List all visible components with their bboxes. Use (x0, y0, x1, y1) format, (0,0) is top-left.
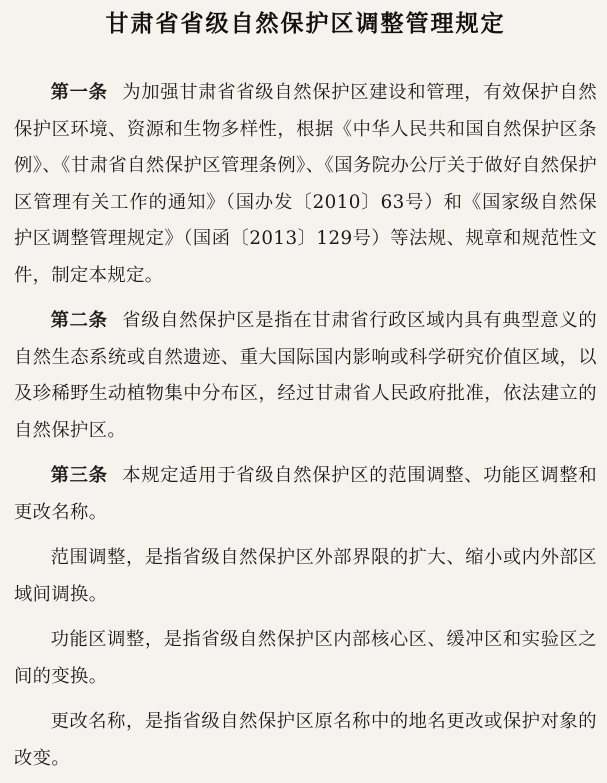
article-1-number: 第一条 (50, 82, 108, 103)
definition-scope-adjustment (14, 540, 597, 613)
definition-function-zone-adjustment-text: 功能区调整，是指省级自然保护区内部核心区、缓冲区和实验区之间的变换。 (14, 629, 597, 687)
document-title: 甘肃省省级自然保护区调整管理规定 (105, 11, 506, 37)
article-3-number: 第三条 (50, 465, 108, 486)
definition-function-zone-adjustment (14, 622, 597, 695)
article-3-paragraph (14, 458, 597, 531)
article-2-number: 第二条 (50, 310, 108, 331)
document-body (14, 75, 597, 777)
definition-name-change-text: 更改名称，是指省级自然保护区原名称中的地名更改或保护对象的改变。 (14, 711, 597, 769)
definition-scope-adjustment-text: 范围调整，是指省级自然保护区外部界限的扩大、缩小或内外部区域间调换。 (14, 547, 597, 605)
definition-name-change (14, 704, 597, 777)
article-2-paragraph (14, 303, 597, 449)
article-1-paragraph (14, 75, 597, 294)
article-2-text: 省级自然保护区是指在甘肃省行政区域内具有典型意义的自然生态系统或自然遗迹、重大国际国内影响或科学研究价值区域，以及珍稀野生动植物集中分布区，经过甘肃省人民政府批准，依法建立的自然保护区。 (14, 310, 598, 441)
article-1-text: 为加强甘肃省省级自然保护区建设和管理，有效保护自然保护区环境、资源和生物多样性，根据《中华人民共和国自然保护区条例》、《甘肃省自然保护区管理条例》、《国务院办公厅关于做好自然保护区管理有关工作的通知》（国办发〔2010〕63号）和《国家级自然保护区调整管理规定》（国函〔2013〕129号）等法规、规章和规范性文件，制定本规定。 (14, 82, 598, 286)
article-3-text: 本规定适用于省级自然保护区的范围调整、功能区调整和更改名称。 (14, 465, 598, 523)
